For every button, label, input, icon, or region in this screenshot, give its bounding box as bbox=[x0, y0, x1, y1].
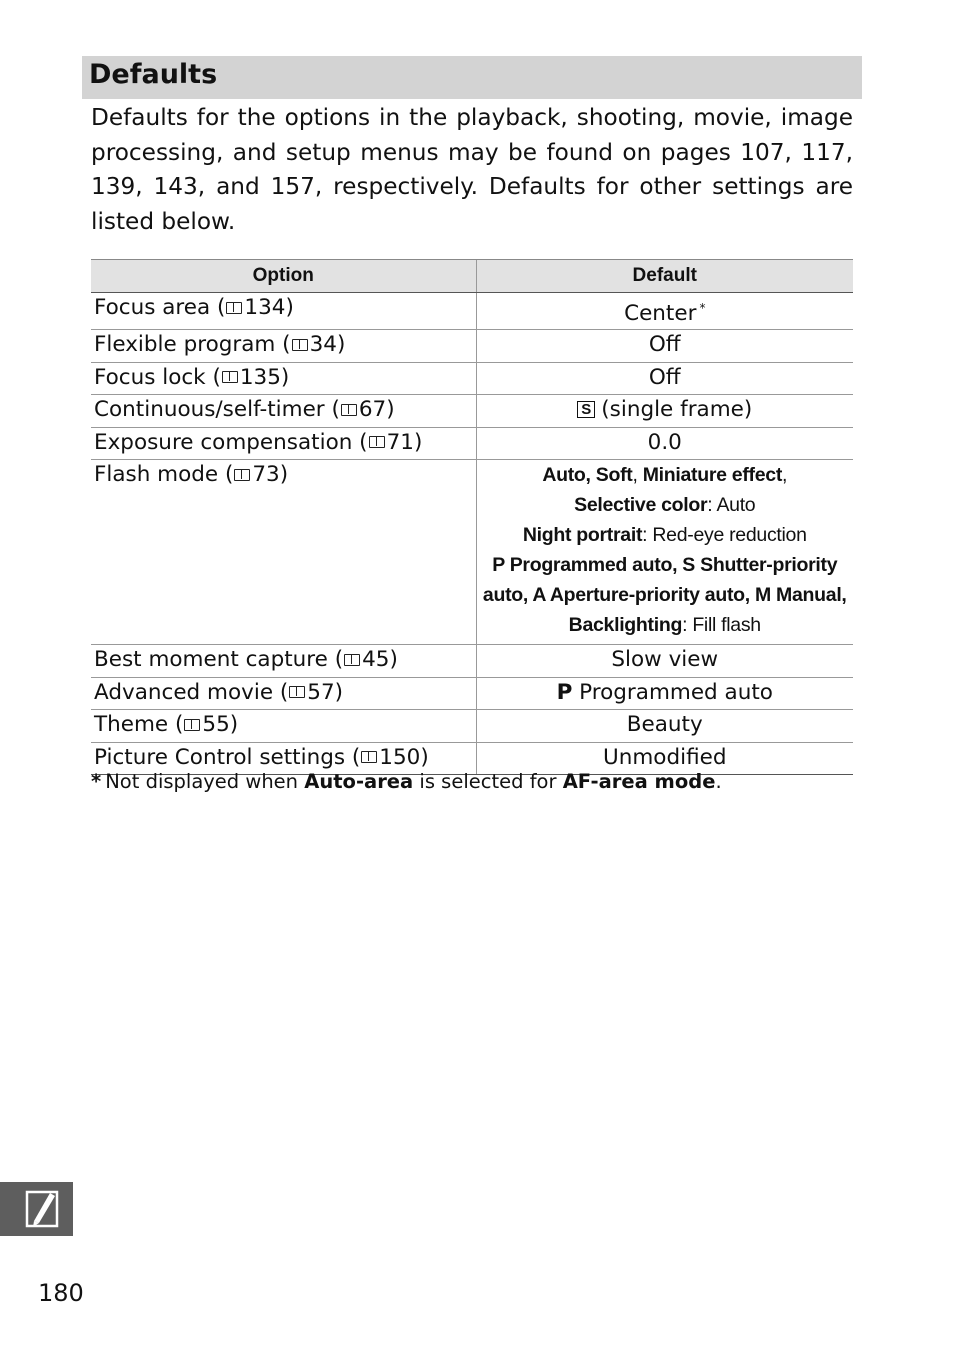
page-reference[interactable]: 55 bbox=[202, 712, 230, 737]
table-row bbox=[91, 645, 853, 678]
default-cell: Off bbox=[476, 362, 853, 395]
book-reference-icon bbox=[361, 751, 377, 763]
option-cell: Continuous/self-timer ( 67) bbox=[91, 395, 476, 428]
page-reference[interactable]: 34 bbox=[309, 332, 337, 357]
pen-notes-icon bbox=[24, 1189, 62, 1229]
book-reference-icon bbox=[289, 686, 305, 698]
table-row bbox=[91, 677, 853, 710]
book-reference-icon bbox=[222, 371, 238, 383]
page-reference[interactable]: 150 bbox=[379, 744, 421, 770]
default-cell: S (single frame) bbox=[476, 395, 853, 428]
page-reference[interactable]: 57 bbox=[307, 679, 335, 705]
book-reference-icon bbox=[226, 302, 242, 314]
default-cell: Off bbox=[476, 330, 853, 363]
default-cell: P Programmed auto bbox=[476, 677, 853, 710]
defaults-table bbox=[91, 259, 853, 775]
page-reference[interactable]: 71 bbox=[386, 429, 414, 455]
page-reference[interactable]: 134 bbox=[244, 295, 286, 320]
option-cell: Advanced movie ( 57) bbox=[91, 677, 476, 710]
section-title: Defaults bbox=[89, 59, 218, 90]
book-reference-icon bbox=[234, 469, 250, 481]
table-row bbox=[91, 395, 853, 428]
default-cell: Unmodified bbox=[476, 742, 853, 775]
column-header-default: Default bbox=[476, 260, 853, 293]
table-row bbox=[91, 293, 853, 330]
page-number: 180 bbox=[38, 1279, 84, 1307]
option-cell: Focus lock ( 135) bbox=[91, 362, 476, 395]
page-reference[interactable]: 45 bbox=[362, 647, 390, 672]
book-reference-icon bbox=[184, 719, 200, 731]
page-reference[interactable]: 67 bbox=[358, 397, 387, 422]
table-row bbox=[91, 427, 853, 460]
page-reference[interactable]: 135 bbox=[239, 364, 281, 390]
book-reference-icon bbox=[344, 654, 360, 666]
column-header-option: Option bbox=[91, 260, 476, 293]
table-row bbox=[91, 460, 853, 645]
table-row bbox=[91, 330, 853, 363]
section-side-tab[interactable] bbox=[0, 1182, 73, 1236]
default-cell: Center * bbox=[476, 293, 853, 330]
book-reference-icon bbox=[292, 339, 308, 351]
option-cell: Focus area ( 134) bbox=[91, 293, 476, 330]
option-cell: Theme ( 55) bbox=[91, 710, 476, 743]
book-reference-icon bbox=[369, 436, 385, 448]
intro-paragraph: Defaults for the options in the playback, shooting, movie, image processing, and setup menus may be found on pages 107, 117, 139, 143, and 157, respectively. Defaults for other settings are listed below. bbox=[91, 104, 853, 235]
section-heading-bar bbox=[82, 56, 862, 99]
option-cell: Flexible program ( 34) bbox=[91, 330, 476, 363]
option-cell: Flash mode ( 73) bbox=[91, 460, 476, 645]
default-cell: 0.0 bbox=[476, 427, 853, 460]
default-cell: Slow view bbox=[476, 645, 853, 678]
table-row bbox=[91, 362, 853, 395]
table-header-row bbox=[91, 260, 853, 293]
default-cell: Beauty bbox=[476, 710, 853, 743]
flash-default-cell: Auto, Soft, Miniature effect, Selective color: Auto Night portrait: Red-eye reduction P Programmed auto, S Shutter-priority auto, A Aperture-priority auto, M Manual, Backlighting: Fill flash bbox=[476, 460, 853, 645]
single-frame-mode-icon: S bbox=[577, 401, 595, 418]
option-cell: Picture Control settings ( 150) bbox=[91, 742, 476, 775]
footnote-marker: * bbox=[699, 301, 706, 315]
option-cell: Best moment capture ( 45) bbox=[91, 645, 476, 678]
table-footnote: * Not displayed when Auto-area is selected for AF-area mode. bbox=[91, 770, 722, 793]
table-row bbox=[91, 710, 853, 743]
page-reference[interactable]: 73 bbox=[252, 462, 280, 487]
book-reference-icon bbox=[341, 404, 357, 416]
option-cell: Exposure compensation ( 71) bbox=[91, 427, 476, 460]
